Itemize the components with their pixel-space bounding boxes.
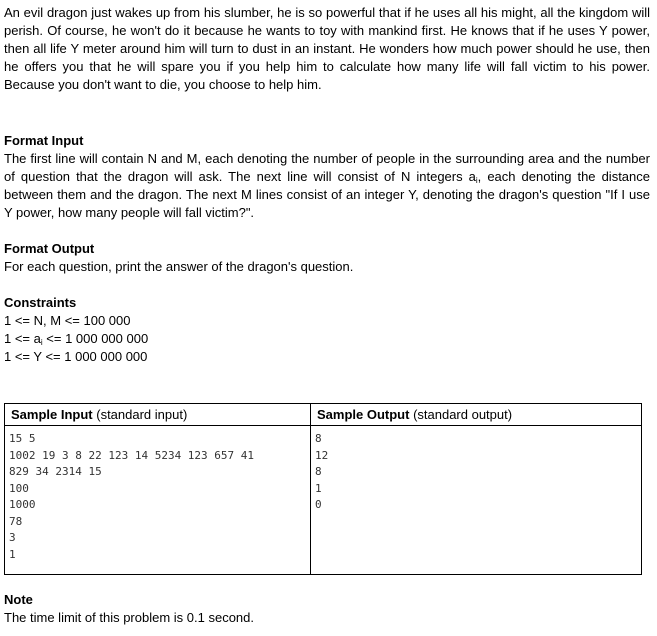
format-input-heading: Format Input bbox=[4, 133, 84, 148]
input-line: 100 bbox=[9, 481, 29, 495]
input-line: 829 34 2314 15 bbox=[9, 465, 102, 478]
input-line: 1002 19 3 8 22 123 14 5234 123 657 41 bbox=[9, 448, 255, 462]
constraints-heading: Constraints bbox=[4, 295, 77, 310]
output-line: 12 bbox=[315, 448, 329, 462]
constraint-a: $1 <= a_i <= 1$ 000 000 000 bbox=[4, 331, 149, 347]
output-line: 1 bbox=[315, 481, 322, 495]
format-input-text: The first line will contain N and M, each denoting the number of people in the surrounding area and the number of question that the dragon will ask. The next line will consist of N integers $a_i$, each denoting the distance between them and the dragon. The next M lines consist of an integer Y, denoting the dragon's question "If I use Y power, how many people will fall victim?". bbox=[4, 151, 650, 220]
sample-output-content bbox=[311, 426, 642, 575]
input-line: 1000 bbox=[9, 498, 36, 511]
note-text: The time limit of this problem is 0.1 second. bbox=[4, 610, 254, 625]
constraint-y: 1 <= Y <= 1 000 000 000 bbox=[4, 349, 148, 364]
sample-input-content bbox=[5, 426, 311, 575]
sample-output-header: Sample Output (standard output) bbox=[311, 404, 642, 426]
sample-io-table bbox=[4, 403, 642, 575]
input-line: 1 bbox=[9, 547, 16, 561]
output-line: 8 bbox=[315, 432, 322, 445]
output-line: 8 bbox=[315, 465, 322, 478]
input-line: 15 5 bbox=[9, 432, 36, 445]
constraint-n-m: 1 <= N, M <= 100 000 bbox=[4, 313, 131, 328]
output-line: 0 bbox=[315, 498, 322, 511]
format-output-text: For each question, print the answer of the dragon's question. bbox=[4, 259, 354, 274]
subscript-i: i bbox=[475, 176, 478, 185]
problem-intro: An evil dragon just wakes up from his slumber, he is so powerful that if he uses all his might, all the kingdom will perish. Of course, he won't do it because he wants to toy with mankind first. He knows that if he uses Y power, then all life Y meter around him will turn to dust in an instant. He wonders how much power should he use, then he offers you that he will spare you if you help him to calculate how many life will fall victim to his power. Because you don't want to die, you choose to help him. bbox=[4, 5, 650, 92]
subscript-i: i bbox=[40, 338, 43, 347]
input-line: 78 bbox=[9, 514, 23, 528]
input-line: 3 bbox=[9, 531, 16, 544]
format-output-heading: Format Output bbox=[4, 241, 95, 256]
sample-input-header: Sample Input (standard input) bbox=[5, 404, 311, 426]
note-heading: Note bbox=[4, 592, 33, 607]
